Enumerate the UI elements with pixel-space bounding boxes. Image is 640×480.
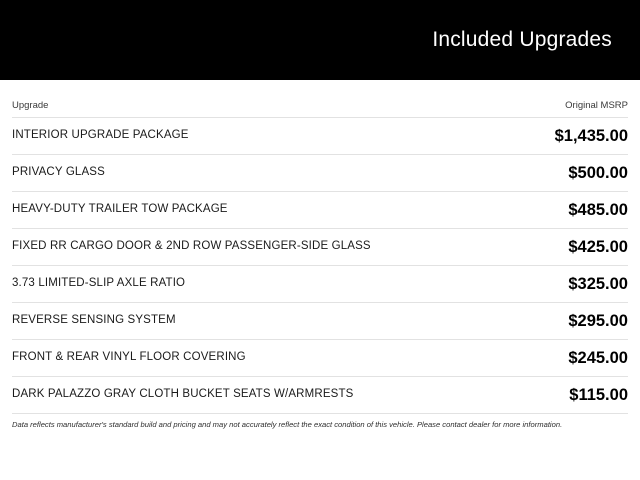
table-row <box>12 339 628 376</box>
page-title: Included Upgrades <box>432 28 612 51</box>
column-header-upgrade: Upgrade <box>12 100 49 111</box>
upgrade-price: $245.00 <box>568 348 628 367</box>
table-row <box>12 117 628 154</box>
upgrades-table <box>12 117 628 413</box>
upgrade-name: DARK PALAZZO GRAY CLOTH BUCKET SEATS W/ARMRESTS <box>12 388 354 401</box>
column-header-msrp: Original MSRP <box>565 100 628 111</box>
upgrade-price: $1,435.00 <box>554 126 628 145</box>
table-row <box>12 376 628 413</box>
upgrade-name: INTERIOR UPGRADE PACKAGE <box>12 129 189 142</box>
upgrade-name: 3.73 LIMITED-SLIP AXLE RATIO <box>12 277 186 290</box>
upgrade-price: $485.00 <box>568 200 628 219</box>
upgrade-name: REVERSE SENSING SYSTEM <box>12 314 176 327</box>
header-band <box>0 0 640 80</box>
upgrade-price: $500.00 <box>568 163 628 182</box>
upgrade-name: HEAVY-DUTY TRAILER TOW PACKAGE <box>12 203 228 216</box>
table-row <box>12 302 628 339</box>
disclaimer-text: Data reflects manufacturer's standard build and pricing and may not accurately reflect the exact condition of this vehicle. Please contact dealer for more information. <box>12 413 628 430</box>
upgrade-name: FRONT & REAR VINYL FLOOR COVERING <box>12 351 246 364</box>
table-header <box>12 80 628 117</box>
content-area <box>0 80 640 430</box>
upgrade-price: $425.00 <box>568 237 628 256</box>
table-row <box>12 228 628 265</box>
table-row <box>12 265 628 302</box>
upgrade-price: $325.00 <box>568 274 628 293</box>
table-row <box>12 191 628 228</box>
upgrade-name: FIXED RR CARGO DOOR & 2ND ROW PASSENGER-SIDE GLASS <box>12 240 371 253</box>
table-row <box>12 154 628 191</box>
upgrade-price: $115.00 <box>569 385 628 404</box>
upgrade-name: PRIVACY GLASS <box>12 166 105 179</box>
upgrade-price: $295.00 <box>568 311 628 330</box>
